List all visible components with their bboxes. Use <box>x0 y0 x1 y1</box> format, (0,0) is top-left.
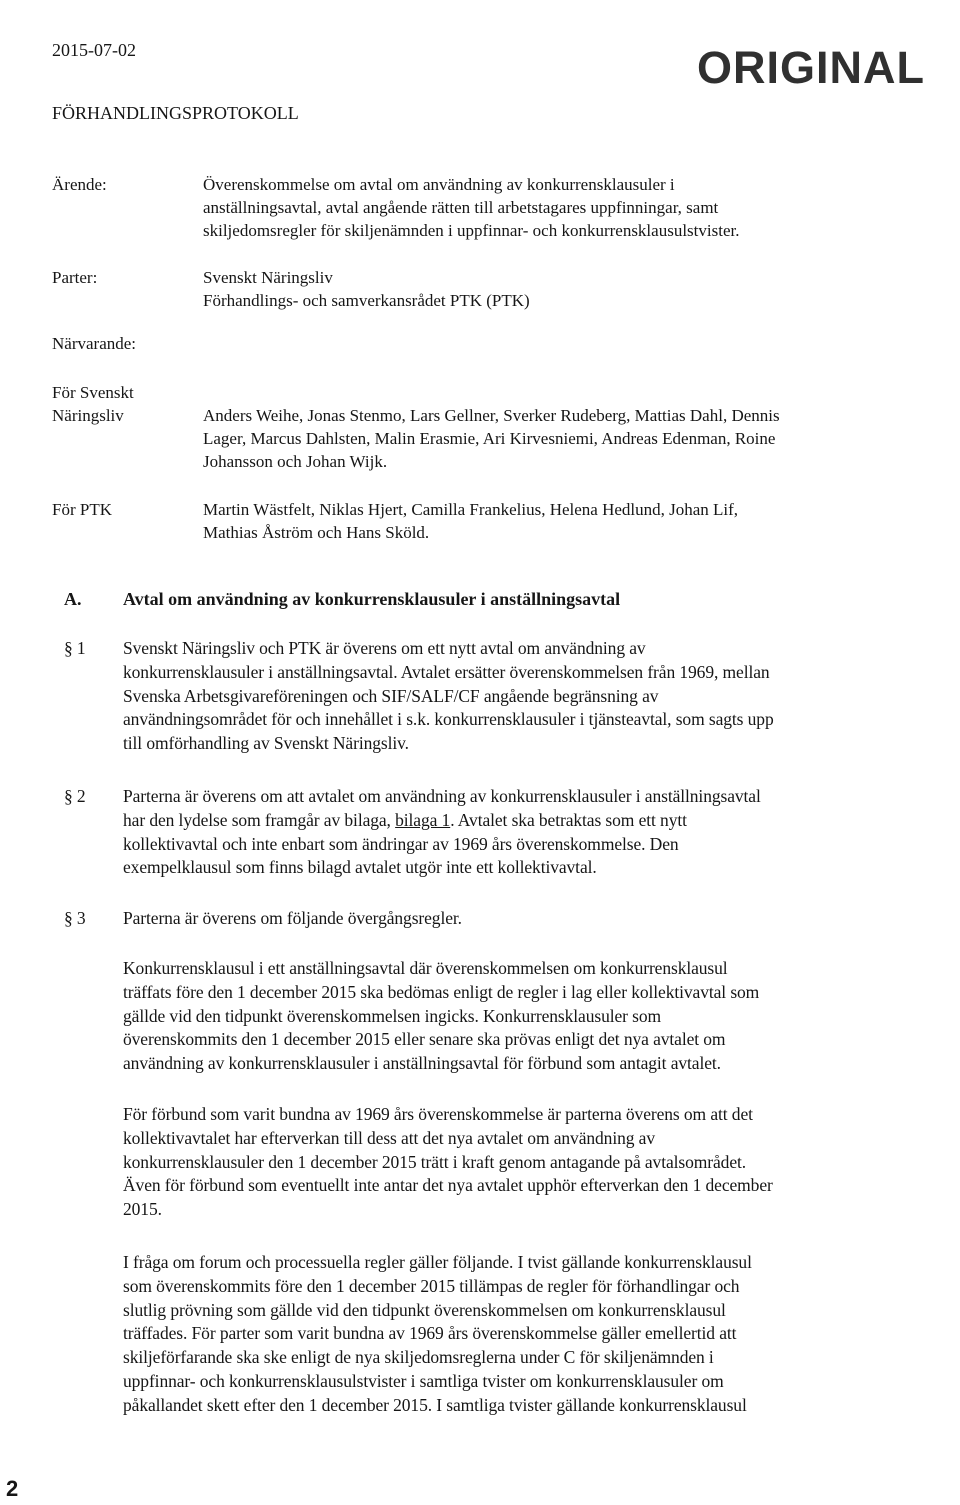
bilaga-1-reference: bilaga 1 <box>395 809 451 830</box>
page-number: 2 <box>6 1476 19 1501</box>
paragraph-line: användningsområdet för och innehållet i s.k. konkurrensklausuler i tjänsteavtal, som sagts upp <box>123 709 774 730</box>
section-a-heading: Avtal om användning av konkurrensklausuler i anställningsavtal <box>123 589 621 609</box>
sn-members-line: Johansson och Johan Wijk. <box>203 452 388 471</box>
section-a-letter: A. <box>64 589 82 609</box>
sn-members-line: Anders Weihe, Jonas Stenmo, Lars Gellner, Sverker Rudeberg, Mattias Dahl, Dennis <box>203 406 780 425</box>
paragraph-text-span: har den lydelse som framgår av bilaga, <box>123 809 396 830</box>
paragraph-line: överenskommits den 1 december 2015 eller senare ska prövas enligt det nya avtalet om <box>123 1029 726 1050</box>
paragraph-line <box>123 809 933 833</box>
document-date: 2015-07-02 <box>52 40 136 60</box>
paragraph-3-intro: Parterna är överens om följande övergångsregler. <box>123 908 462 928</box>
arende-line: Överenskommelse om avtal om användning av konkurrensklausuler i <box>203 175 675 194</box>
paragraph-line: exempelklausul som finns bilagd avtalet utgör inte ett kollektivavtal. <box>123 857 597 878</box>
paragraph-line: För förbund som varit bundna av 1969 års överenskommelse är parterna överens om att det <box>123 1104 753 1124</box>
sn-label-line: Näringsliv <box>52 406 124 425</box>
paragraph-line: skiljeförfarande ska ske enligt de nya skiljedomsreglerna under C för skiljenämnden i <box>123 1347 714 1368</box>
paragraph-line: kollektivavtal och inte enbart som ändringar av 1969 års överenskommelse. Den <box>123 833 679 854</box>
arende-label: Ärende: <box>52 175 107 194</box>
paragraph-3-label: § 3 <box>64 908 86 928</box>
paragraph-line: Konkurrensklausul i ett anställningsavtal där överenskommelsen om konkurrensklausul <box>123 958 728 978</box>
paragraph-line: träffats före den 1 december 2015 ska bedömas enligt de regler i lag eller kollektivavtal som <box>123 981 760 1002</box>
sn-label <box>52 381 134 427</box>
paragraph-3-block-2 <box>123 1103 933 1222</box>
parter-line: Förhandlings- och samverkansrådet PTK (PTK) <box>203 291 530 310</box>
paragraph-line: påkallandet skett efter den 1 december 2015. I samtliga tvister gällande konkurrensklausul <box>123 1394 747 1415</box>
document-title: FÖRHANDLINGSPROTOKOLL <box>52 103 299 123</box>
paragraph-3-block-3 <box>123 1251 933 1418</box>
arende-line: skiljedomsregler för skiljenämnden i uppfinnar- och konkurrensklausulstvister. <box>203 221 740 240</box>
paragraph-line: konkurrensklausuler i anställningsavtal. Avtalet ersätter överenskommelsen från 1969, mellan <box>123 661 770 682</box>
ptk-members-line: Mathias Åström och Hans Sköld. <box>203 523 430 542</box>
ptk-members-line: Martin Wästfelt, Niklas Hjert, Camilla Frankelius, Helena Hedlund, Johan Lif, <box>203 500 739 519</box>
paragraph-2-text <box>123 785 933 880</box>
paragraph-text-span: . Avtalet ska betraktas som ett nytt <box>450 809 687 830</box>
paragraph-line: träffades. För parter som varit bundna av 1969 års överenskommelse gäller emellertid att <box>123 1323 737 1344</box>
paragraph-line: Svenska Arbetsgivareföreningen och SIF/SALF/CF angående begränsning av <box>123 685 659 706</box>
arende-line: anställningsavtal, avtal angående rätten till arbetstagares uppfinningar, samt <box>203 198 719 217</box>
ptk-members <box>203 498 943 544</box>
paragraph-line: Även för förbund som eventuellt inte antar det nya avtalet upphör efterverkan den 1 december <box>123 1175 773 1196</box>
narvarande-label: Närvarande: <box>52 334 137 353</box>
paragraph-line: som överenskommits före den 1 december 2015 tillämpas de regler för förhandlingar och <box>123 1275 740 1296</box>
paragraph-line: gällde vid den tidpunkt överenskommelsen ingicks. Konkurrensklausuler som <box>123 1005 662 1026</box>
arende-text <box>203 173 923 242</box>
parter-label: Parter: <box>52 268 98 287</box>
paragraph-line: användning av konkurrensklausuler i anställningsavtal för förbund som antagit avtalet. <box>123 1053 721 1074</box>
paragraph-3-block-1 <box>123 957 933 1076</box>
sn-label-line: För Svenskt <box>52 383 134 402</box>
paragraph-1-text <box>123 637 933 756</box>
parter-line: Svenskt Näringsliv <box>203 268 333 287</box>
paragraph-line: Svenskt Näringsliv och PTK är överens om ett nytt avtal om användning av <box>123 638 646 658</box>
paragraph-2-label: § 2 <box>64 786 86 806</box>
parter-text <box>203 266 923 312</box>
paragraph-line: uppfinnar- och konkurrensklausulstvister i samtliga tvister om konkurrensklausuler om <box>123 1370 724 1391</box>
sn-members <box>203 404 943 473</box>
sn-members-line: Lager, Marcus Dahlsten, Malin Erasmie, Ari Kirvesniemi, Andreas Edenman, Roine <box>203 429 776 448</box>
paragraph-line: konkurrensklausuler den 1 december 2015 trätt i kraft genom antagande på avtalsområdet. <box>123 1151 747 1172</box>
paragraph-line: till omförhandling av Svenskt Näringsliv. <box>123 733 409 754</box>
paragraph-line: 2015. <box>123 1199 162 1220</box>
paragraph-line: kollektivavtalet har efterverkan till dess att det nya avtalet om användning av <box>123 1127 655 1148</box>
paragraph-line: Parterna är överens om att avtalet om användning av konkurrensklausuler i anställningsavtal <box>123 786 761 806</box>
original-stamp: ORIGINAL <box>697 42 925 93</box>
paragraph-line: I fråga om forum och processuella regler gäller följande. I tvist gällande konkurrensklausul <box>123 1252 752 1272</box>
paragraph-line: slutlig prövning som gällde vid den tidpunkt överenskommelsen om konkurrensklausul <box>123 1299 726 1320</box>
paragraph-1-label: § 1 <box>64 638 86 658</box>
ptk-label: För PTK <box>52 500 112 519</box>
